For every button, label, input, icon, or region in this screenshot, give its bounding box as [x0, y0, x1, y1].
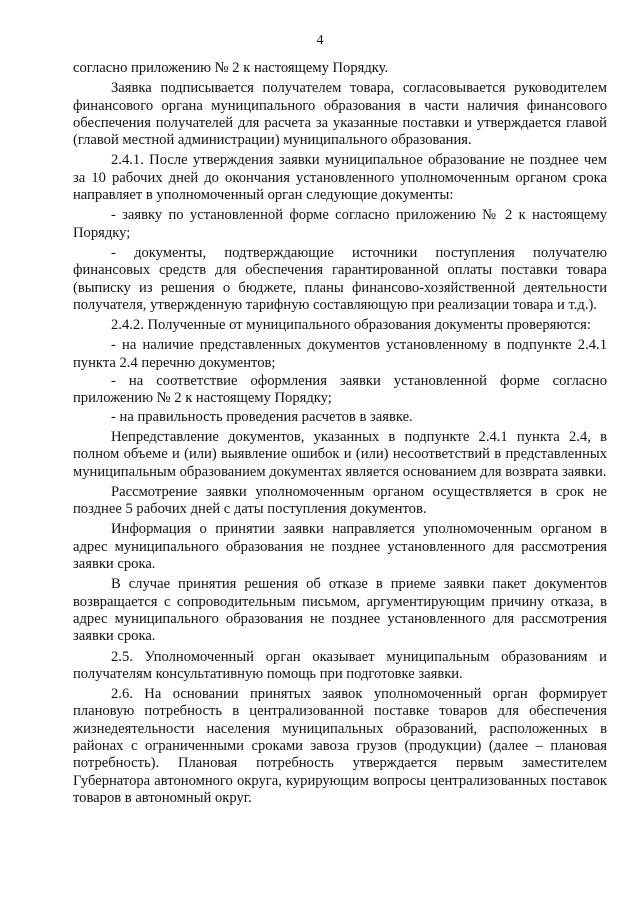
paragraph-2-4-1: 2.4.1. После утверждения заявки муниципальное образование не позднее чем за 10 рабочих дней до окончания установленного уполномоченным органом срока направляет в уполномоченный орган следующие документы:	[73, 152, 607, 204]
paragraph-2-4-2: 2.4.2. Полученные от муниципального образования документы проверяются:	[111, 317, 591, 334]
paragraph-review-term: Рассмотрение заявки уполномоченным органом осуществляется в срок не позднее 5 рабочих дней с даты поступления документов.	[73, 483, 607, 518]
list-item-check-form: - на соответствие оформления заявки установленной форме согласно приложению № 2 к настоящему Порядку;	[73, 373, 607, 407]
paragraph-2-6: 2.6. На основании принятых заявок уполномоченный орган формирует плановую потребность в централизованной поставке товаров для обеспечения жизнедеятельности населения муниципальных образований, расположенных в районах с ограниченными сроками завоза грузов (продукции) (далее – плановая потребность). Плановая потребность утверждается первым заместителем Губернатора автономного округа, курирующим вопросы централизованных поставок товаров в автономный округ.	[73, 686, 607, 806]
document-body	[73, 60, 607, 810]
paragraph-acceptance-info: Информация о принятии заявки направляется уполномоченным органом в адрес муниципального образования не позднее установленного для рассмотрения заявки срока.	[73, 521, 607, 573]
list-item-check-presence: - на наличие представленных документов установленному в подпункте 2.4.1 пункта 2.4 перечню документов;	[73, 337, 607, 371]
paragraph-refusal: В случае принятия решения об отказе в приеме заявки пакет документов возвращается с сопроводительным письмом, аргументирующим причину отказа, в адрес муниципального образования не позднее установленного для рассмотрения заявки срока.	[73, 576, 607, 645]
paragraph-approval: Заявка подписывается получателем товара, согласовывается руководителем финансового органа муниципального образования в части наличия финансового обеспечения получателей для расчета за указанные поставки и утверждается главой (главой местной администрации) муниципального образования.	[73, 80, 607, 149]
list-item-application-form: - заявку по установленной форме согласно приложению № 2 к настоящему Порядку;	[73, 207, 607, 241]
page-number: 4	[316, 33, 324, 48]
list-item-check-calculations: - на правильность проведения расчетов в заявке.	[111, 408, 413, 425]
paragraph-return-grounds: Непредставление документов, указанных в подпункте 2.4.1 пункта 2.4, в полном объеме и (или) выявление ошибок и (или) несоответствий в представленных муниципальным образованием документах является основанием для возврата заявки.	[73, 428, 607, 480]
list-item-financial-documents: - документы, подтверждающие источники поступления получателю финансовых средств для обеспечения гарантированной оплаты поставки товара (выписку из решения о бюджете, планы финансово-хозяйственной деятельности получателя, утвержденную тарифную составляющую при реализации товара и т.д.).	[73, 244, 607, 313]
paragraph-2-5: 2.5. Уполномоченный орган оказывает муниципальным образованиям и получателям консультативную помощь при подготовке заявки.	[73, 648, 607, 682]
paragraph-continuation: согласно приложению № 2 к настоящему Порядку.	[73, 60, 389, 76]
